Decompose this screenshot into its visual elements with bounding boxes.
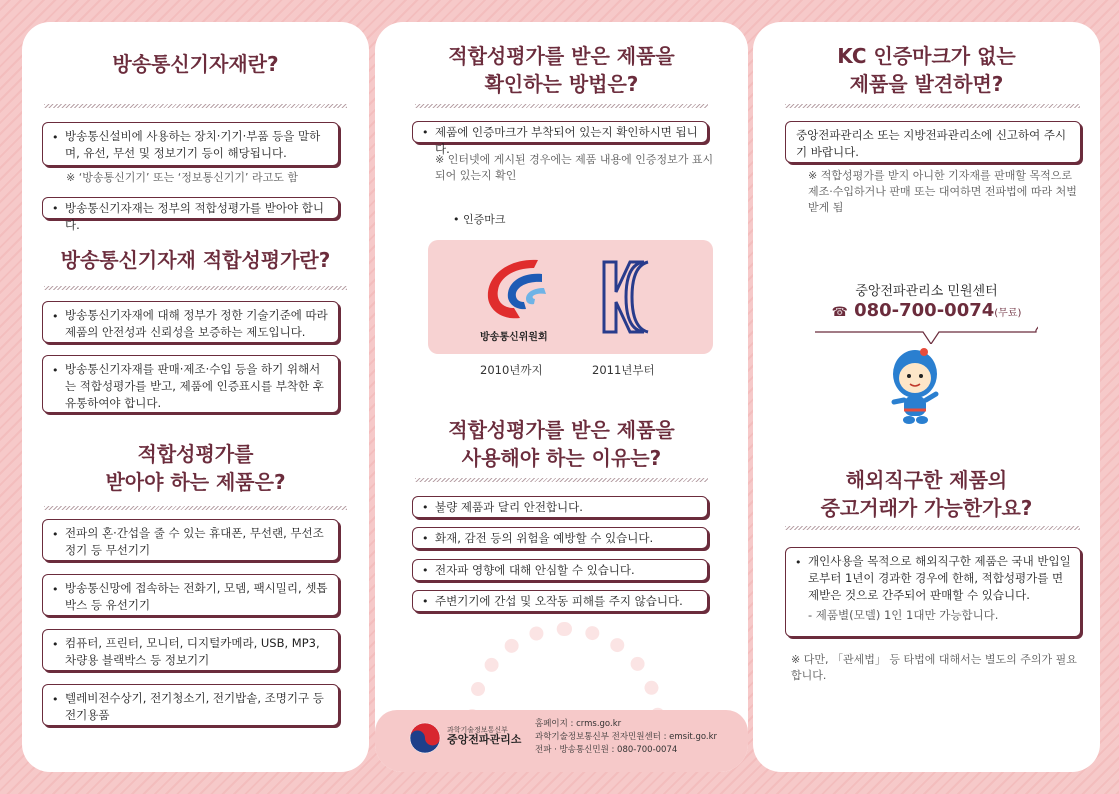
phone-icon: ☎ xyxy=(831,305,848,320)
center-name: 중앙전파관리소 민원센터 xyxy=(855,284,998,299)
divider xyxy=(785,526,1080,530)
divider xyxy=(415,104,708,108)
title-how-to-check: 적합성평가를 받은 제품을 확인하는 방법은? xyxy=(448,44,675,96)
caption-from-2011: 2011년부터 xyxy=(592,363,655,377)
divider xyxy=(415,478,708,482)
reason-item: • 불량 제품과 달리 안전합니다. xyxy=(412,496,708,518)
phone-line xyxy=(753,300,1100,321)
check-mark-box: • 제품에 인증마크가 부착되어 있는지 확인하시면 됩니다. xyxy=(412,121,708,143)
phone-complaint-text: 전파 · 방송통신민원 : 080-700-0074 xyxy=(535,745,678,755)
reason-item-text: 불량 제품과 달리 안전합니다. xyxy=(435,500,583,514)
product-item: • 방송통신망에 접속하는 전화기, 모뎀, 팩시밀리, 셋톱박스 등 유선기기 xyxy=(42,574,339,616)
divider xyxy=(44,506,347,510)
definition-box: • 방송통신설비에 사용하는 장치·기기·부품 등을 말하며, 유선, 무선 및 정보기기 등이 해당됩니다. xyxy=(42,122,339,166)
penalty-note: ※ 적합성평가를 받지 아니한 기자재를 판매할 목적으로 제조·수입하거나 판매 또는 대여하면 전파법에 따라 처벌받게 됨 xyxy=(808,169,1077,214)
report-box xyxy=(785,121,1081,163)
must-certify-box: • 방송통신기자재는 정부의 적합성평가를 받아야 합니다. xyxy=(42,197,339,219)
divider xyxy=(785,104,1080,108)
overseas-sub-text: - 제품별(모델) 1인 1대만 가능합니다. xyxy=(808,608,999,622)
agency-name: 중앙전파관리소 xyxy=(447,733,522,746)
ministry-name: 과학기술정보통신부 xyxy=(447,726,508,734)
certification-marks xyxy=(428,240,713,354)
conformity-definition-text: 방송통신기자재에 대해 정부가 정한 기술기준에 따라 제품의 안전성과 신뢰성을 보증하는 제도입니다. xyxy=(65,308,328,339)
title-no-kc-mark: KC 인증마크가 없는 제품을 발견하면? xyxy=(837,44,1016,96)
panel-middle xyxy=(375,22,748,772)
product-item-text: 방송통신망에 접속하는 전화기, 모뎀, 팩시밀리, 셋톱박스 등 유선기기 xyxy=(65,581,328,612)
kcc-logo-text: 방송통신위원회 xyxy=(480,332,548,343)
product-item: • 컴퓨터, 프린터, 모니터, 디지털카메라, USB, MP3, 차량용 블랙박스 등 정보기기 xyxy=(42,629,339,671)
mark-label: • 인증마크 xyxy=(453,213,506,226)
title-overseas-purchase: 해외직구한 제품의 중고거래가 가능한가요? xyxy=(820,468,1033,520)
title-what-is-conformity: 방송통신기자재 적합성평가란? xyxy=(60,248,331,272)
reason-item: • 화재, 감전 등의 위험을 예방할 수 있습니다. xyxy=(412,527,708,549)
reason-item-text: 전자파 영향에 대해 안심할 수 있습니다. xyxy=(435,563,635,577)
phone-number: 080-700-0074 xyxy=(854,300,995,321)
product-item-text: 텔레비전수상기, 전기청소기, 전기밥솥, 조명기구 등 전기용품 xyxy=(65,691,324,722)
definition-text: 방송통신설비에 사용하는 장치·기기·부품 등을 말하며, 유선, 무선 및 정보기기 등이 해당됩니다. xyxy=(65,129,321,160)
product-item: • 전파의 혼·간섭을 줄 수 있는 휴대폰, 무선랜, 무선조정기 등 무선기기 xyxy=(42,519,339,561)
footer xyxy=(375,710,748,772)
reason-item: • 주변기기에 간섭 및 오작동 피해를 주지 않습니다. xyxy=(412,590,708,612)
check-mark-text: 제품에 인증마크가 부착되어 있는지 확인하시면 됩니다. xyxy=(435,125,698,156)
panel-left xyxy=(22,22,369,772)
must-certify-text: 방송통신기자재는 정부의 적합성평가를 받아야 합니다. xyxy=(65,201,325,232)
alias-note: ※ ‘방송통신기기’ 또는 ‘정보통신기기’ 라고도 함 xyxy=(66,171,298,184)
report-text: 중앙전파관리소 또는 지방전파관리소에 신고하여 주시기 바랍니다. xyxy=(796,128,1067,159)
kcc-logo-icon xyxy=(480,254,552,324)
divider xyxy=(44,104,347,108)
title-why-use: 적합성평가를 받은 제품을 사용해야 하는 이유는? xyxy=(448,418,675,470)
homepage-text: 홈페이지 : crms.go.kr xyxy=(535,719,622,729)
phone-free-note: (무료) xyxy=(994,308,1022,319)
government-emblem-icon xyxy=(409,722,441,754)
product-item-text: 컴퓨터, 프린터, 모니터, 디지털카메라, USB, MP3, 차량용 블랙박스 등 정보기기 xyxy=(65,636,320,667)
caption-until-2010: 2010년까지 xyxy=(480,363,543,377)
reason-item: • 전자파 영향에 대해 안심할 수 있습니다. xyxy=(412,559,708,581)
title-target-products: 적합성평가를 받아야 하는 제품은? xyxy=(105,442,286,494)
reason-item-text: 화재, 감전 등의 위험을 예방할 수 있습니다. xyxy=(435,531,654,545)
customs-note: ※ 다만, 「관세법」 등 타법에 대해서는 별도의 주의가 필요합니다. xyxy=(791,653,1077,682)
title-what-is-equipment: 방송통신기자재란? xyxy=(112,52,279,76)
product-item: • 텔레비전수상기, 전기청소기, 전기밥솥, 조명기구 등 전기용품 xyxy=(42,684,339,726)
panel-right xyxy=(753,22,1100,772)
kc-mark-icon xyxy=(600,258,652,336)
overseas-text: 개인사용을 목적으로 해외직구한 제품은 국내 반입일로부터 1년이 경과한 경우에 한해, 적합성평가를 면제받은 것으로 간주되어 판매할 수 있습니다. xyxy=(808,554,1071,602)
conformity-requirement-text: 방송통신기자재를 판매·제조·수입 등을 하기 위해서는 적합성평가를 받고, 제품에 인증표시를 부착한 후 유통하여야 합니다. xyxy=(65,362,324,410)
product-item-text: 전파의 혼·간섭을 줄 수 있는 휴대폰, 무선랜, 무선조정기 등 무선기기 xyxy=(65,526,324,557)
divider xyxy=(44,286,347,290)
conformity-requirement-box: • 방송통신기자재를 판매·제조·수입 등을 하기 위해서는 적합성평가를 받고, 제품에 인증표시를 부착한 후 유통하여야 합니다. xyxy=(42,355,339,413)
reason-item-text: 주변기기에 간섭 및 오작동 피해를 주지 않습니다. xyxy=(435,594,683,608)
internet-note: ※ 인터넷에 게시된 경우에는 제품 내용에 인증정보가 표시되어 있는지 확인 xyxy=(435,153,714,182)
e-complaint-text: 과학기술정보통신부 전자민원센터 : emsit.go.kr xyxy=(535,732,718,742)
conformity-definition-box: • 방송통신기자재에 대해 정부가 정한 기술기준에 따라 제품의 안전성과 신뢰성을 보증하는 제도입니다. xyxy=(42,301,339,343)
mascot-icon xyxy=(886,346,944,426)
overseas-box: • 개인사용을 목적으로 해외직구한 제품은 국내 반입일로부터 1년이 경과한 경우에 한해, 적합성평가를 면제받은 것으로 간주되어 판매할 수 있습니다. - 제품별(모델) 1인 1대만 가능합니다. xyxy=(785,547,1081,637)
